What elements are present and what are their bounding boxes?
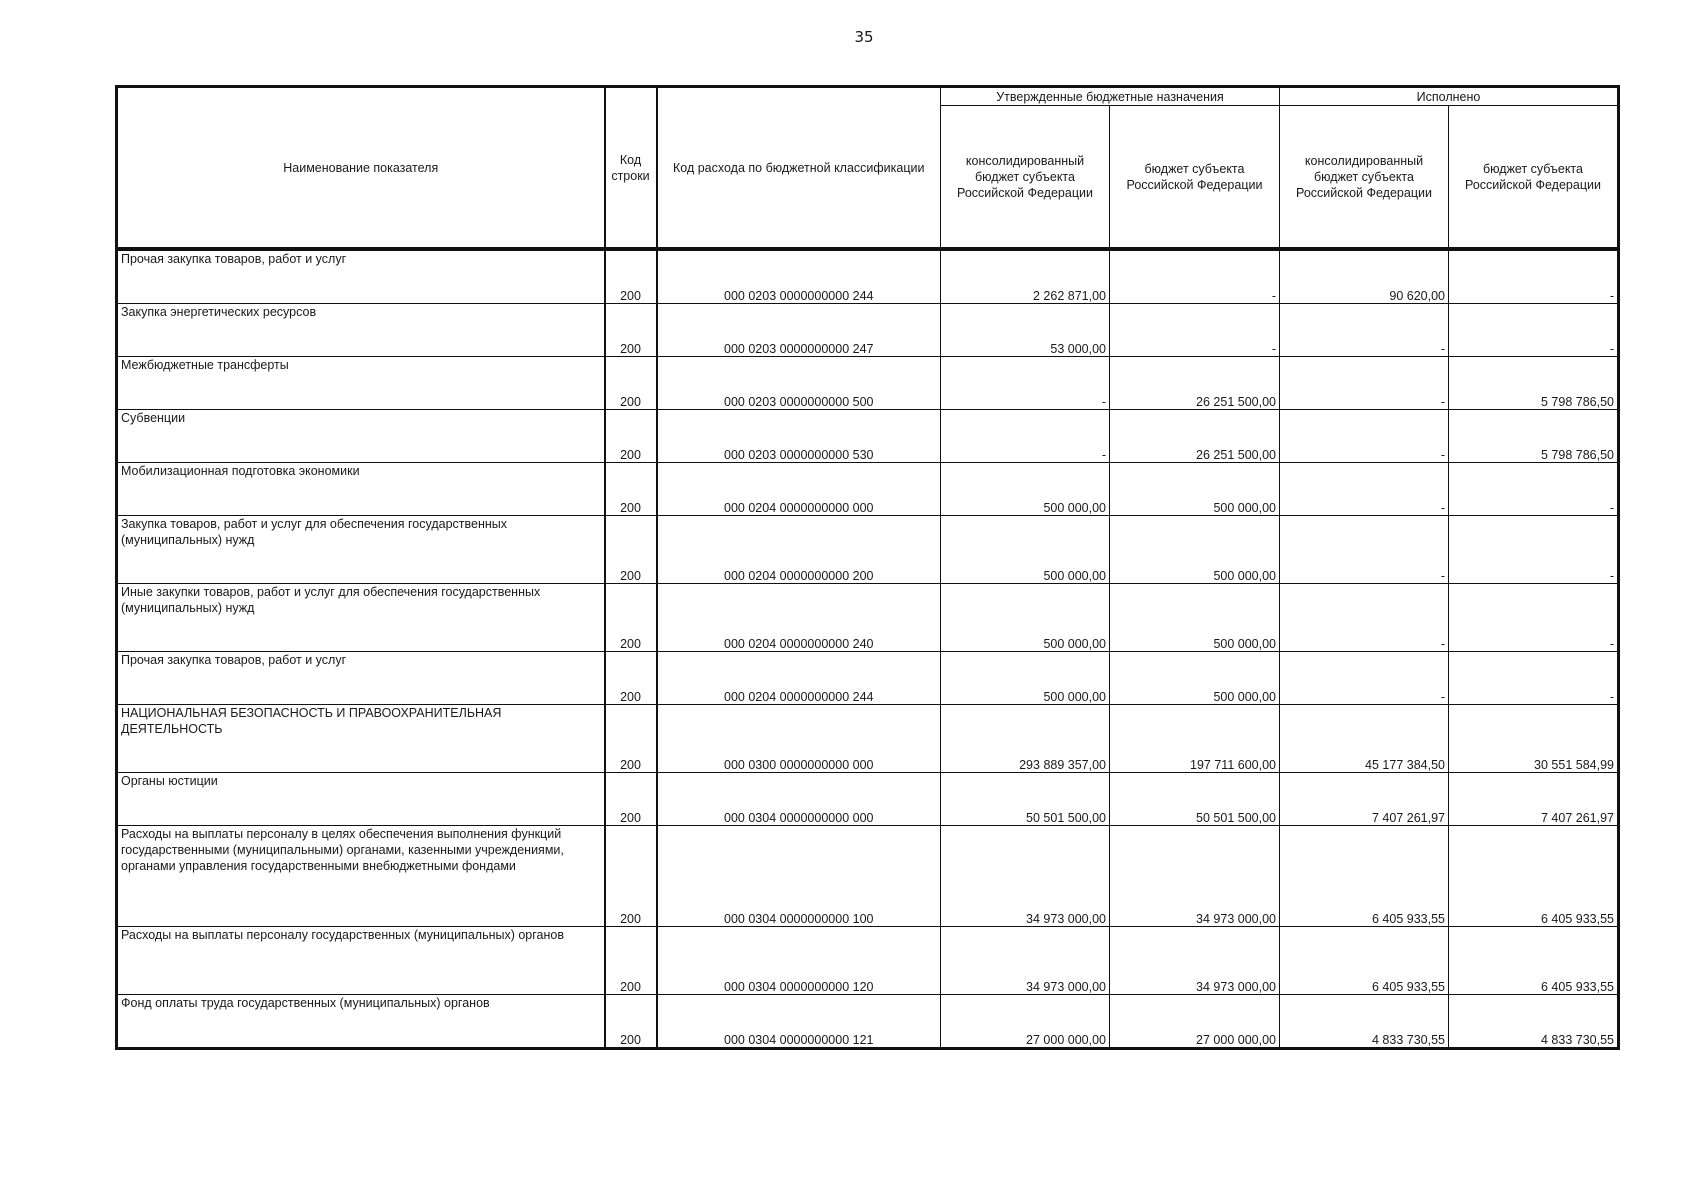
row-name: Расходы на выплаты персоналу государственных (муниципальных) органов — [117, 927, 605, 995]
row-executed-consolidated: - — [1280, 516, 1449, 584]
row-executed-consolidated: 4 833 730,55 — [1280, 995, 1449, 1049]
table-row — [117, 826, 1619, 927]
table-row — [117, 652, 1619, 705]
row-classification: 000 0304 0000000000 100 — [657, 826, 941, 927]
row-classification: 000 0304 0000000000 120 — [657, 927, 941, 995]
row-name: Иные закупки товаров, работ и услуг для обеспечения государственных (муниципальных) нужд — [117, 584, 605, 652]
row-approved-subject: 500 000,00 — [1110, 652, 1280, 705]
row-approved-subject: 34 973 000,00 — [1110, 826, 1280, 927]
row-code: 200 — [605, 705, 657, 773]
row-executed-subject: 5 798 786,50 — [1449, 357, 1619, 410]
row-executed-subject: 6 405 933,55 — [1449, 927, 1619, 995]
row-approved-subject: 27 000 000,00 — [1110, 995, 1280, 1049]
table-row — [117, 995, 1619, 1049]
header-row-top — [117, 87, 1619, 106]
table-row — [117, 584, 1619, 652]
row-approved-consolidated: 34 973 000,00 — [941, 826, 1110, 927]
row-executed-consolidated: 6 405 933,55 — [1280, 826, 1449, 927]
row-code: 200 — [605, 304, 657, 357]
row-approved-subject: 50 501 500,00 — [1110, 773, 1280, 826]
row-code: 200 — [605, 995, 657, 1049]
row-approved-subject: - — [1110, 249, 1280, 304]
row-executed-consolidated: 90 620,00 — [1280, 249, 1449, 304]
row-classification: 000 0203 0000000000 244 — [657, 249, 941, 304]
row-approved-consolidated: 50 501 500,00 — [941, 773, 1110, 826]
row-name: Мобилизационная подготовка экономики — [117, 463, 605, 516]
row-code: 200 — [605, 652, 657, 705]
row-name: Закупка энергетических ресурсов — [117, 304, 605, 357]
row-approved-consolidated: 27 000 000,00 — [941, 995, 1110, 1049]
row-executed-consolidated: 45 177 384,50 — [1280, 705, 1449, 773]
header-executed-subject: бюджет субъекта Российской Федерации — [1449, 106, 1619, 250]
row-executed-consolidated: - — [1280, 357, 1449, 410]
row-executed-subject: 5 798 786,50 — [1449, 410, 1619, 463]
row-approved-consolidated: 2 262 871,00 — [941, 249, 1110, 304]
row-classification: 000 0204 0000000000 200 — [657, 516, 941, 584]
row-classification: 000 0204 0000000000 244 — [657, 652, 941, 705]
row-executed-consolidated: 6 405 933,55 — [1280, 927, 1449, 995]
budget-execution-table — [115, 85, 1620, 1050]
row-code: 200 — [605, 584, 657, 652]
table-row — [117, 410, 1619, 463]
row-classification: 000 0204 0000000000 240 — [657, 584, 941, 652]
row-name: Расходы на выплаты персоналу в целях обеспечения выполнения функций государственными (муниципальными) органами, казенными учреждениями, органами управления государственными внебюджетными фондами — [117, 826, 605, 927]
row-executed-subject: - — [1449, 304, 1619, 357]
row-code: 200 — [605, 826, 657, 927]
row-approved-subject: 197 711 600,00 — [1110, 705, 1280, 773]
page-number: 35 — [854, 28, 874, 46]
row-approved-subject: 26 251 500,00 — [1110, 357, 1280, 410]
row-code: 200 — [605, 410, 657, 463]
row-executed-consolidated: 7 407 261,97 — [1280, 773, 1449, 826]
row-executed-subject: - — [1449, 516, 1619, 584]
row-executed-subject: - — [1449, 463, 1619, 516]
row-executed-subject: - — [1449, 652, 1619, 705]
row-classification: 000 0304 0000000000 121 — [657, 995, 941, 1049]
header-code: Код строки — [605, 87, 657, 250]
row-name: Прочая закупка товаров, работ и услуг — [117, 652, 605, 705]
header-approved-consolidated: консолидированный бюджет субъекта Российской Федерации — [941, 106, 1110, 250]
row-executed-consolidated: - — [1280, 652, 1449, 705]
table-row — [117, 357, 1619, 410]
header-executed: Исполнено — [1280, 87, 1619, 106]
table-row — [117, 249, 1619, 304]
row-classification: 000 0304 0000000000 000 — [657, 773, 941, 826]
row-executed-consolidated: - — [1280, 410, 1449, 463]
row-executed-subject: 4 833 730,55 — [1449, 995, 1619, 1049]
row-classification: 000 0300 0000000000 000 — [657, 705, 941, 773]
row-approved-consolidated: - — [941, 410, 1110, 463]
row-approved-consolidated: 500 000,00 — [941, 516, 1110, 584]
table-row — [117, 705, 1619, 773]
row-name: Прочая закупка товаров, работ и услуг — [117, 249, 605, 304]
row-executed-consolidated: - — [1280, 584, 1449, 652]
header-classification: Код расхода по бюджетной классификации — [657, 87, 941, 250]
header-name: Наименование показателя — [117, 87, 605, 250]
row-approved-consolidated: 500 000,00 — [941, 463, 1110, 516]
row-approved-consolidated: - — [941, 357, 1110, 410]
table-row — [117, 304, 1619, 357]
row-code: 200 — [605, 249, 657, 304]
row-executed-subject: 30 551 584,99 — [1449, 705, 1619, 773]
row-executed-consolidated: - — [1280, 463, 1449, 516]
row-code: 200 — [605, 773, 657, 826]
row-code: 200 — [605, 516, 657, 584]
row-approved-subject: 500 000,00 — [1110, 463, 1280, 516]
row-approved-consolidated: 500 000,00 — [941, 652, 1110, 705]
row-name: Органы юстиции — [117, 773, 605, 826]
row-classification: 000 0203 0000000000 530 — [657, 410, 941, 463]
row-executed-subject: - — [1449, 584, 1619, 652]
table-row — [117, 463, 1619, 516]
row-classification: 000 0203 0000000000 247 — [657, 304, 941, 357]
row-executed-consolidated: - — [1280, 304, 1449, 357]
table-row — [117, 773, 1619, 826]
row-executed-subject: - — [1449, 249, 1619, 304]
row-approved-consolidated: 500 000,00 — [941, 584, 1110, 652]
row-code: 200 — [605, 463, 657, 516]
row-approved-subject: 500 000,00 — [1110, 584, 1280, 652]
row-classification: 000 0204 0000000000 000 — [657, 463, 941, 516]
row-executed-subject: 6 405 933,55 — [1449, 826, 1619, 927]
row-approved-subject: 500 000,00 — [1110, 516, 1280, 584]
table-row — [117, 927, 1619, 995]
row-executed-subject: 7 407 261,97 — [1449, 773, 1619, 826]
row-approved-consolidated: 53 000,00 — [941, 304, 1110, 357]
row-name: Фонд оплаты труда государственных (муниципальных) органов — [117, 995, 605, 1049]
row-approved-subject: - — [1110, 304, 1280, 357]
row-name: Межбюджетные трансферты — [117, 357, 605, 410]
row-classification: 000 0203 0000000000 500 — [657, 357, 941, 410]
row-code: 200 — [605, 357, 657, 410]
row-approved-subject: 34 973 000,00 — [1110, 927, 1280, 995]
row-approved-consolidated: 293 889 357,00 — [941, 705, 1110, 773]
header-approved-subject: бюджет субъекта Российской Федерации — [1110, 106, 1280, 250]
table-row — [117, 516, 1619, 584]
row-name: Субвенции — [117, 410, 605, 463]
row-name: НАЦИОНАЛЬНАЯ БЕЗОПАСНОСТЬ И ПРАВООХРАНИТЕЛЬНАЯ ДЕЯТЕЛЬНОСТЬ — [117, 705, 605, 773]
row-name: Закупка товаров, работ и услуг для обеспечения государственных (муниципальных) нужд — [117, 516, 605, 584]
row-approved-subject: 26 251 500,00 — [1110, 410, 1280, 463]
header-executed-consolidated: консолидированный бюджет субъекта Российской Федерации — [1280, 106, 1449, 250]
header-approved: Утвержденные бюджетные назначения — [941, 87, 1280, 106]
row-code: 200 — [605, 927, 657, 995]
row-approved-consolidated: 34 973 000,00 — [941, 927, 1110, 995]
